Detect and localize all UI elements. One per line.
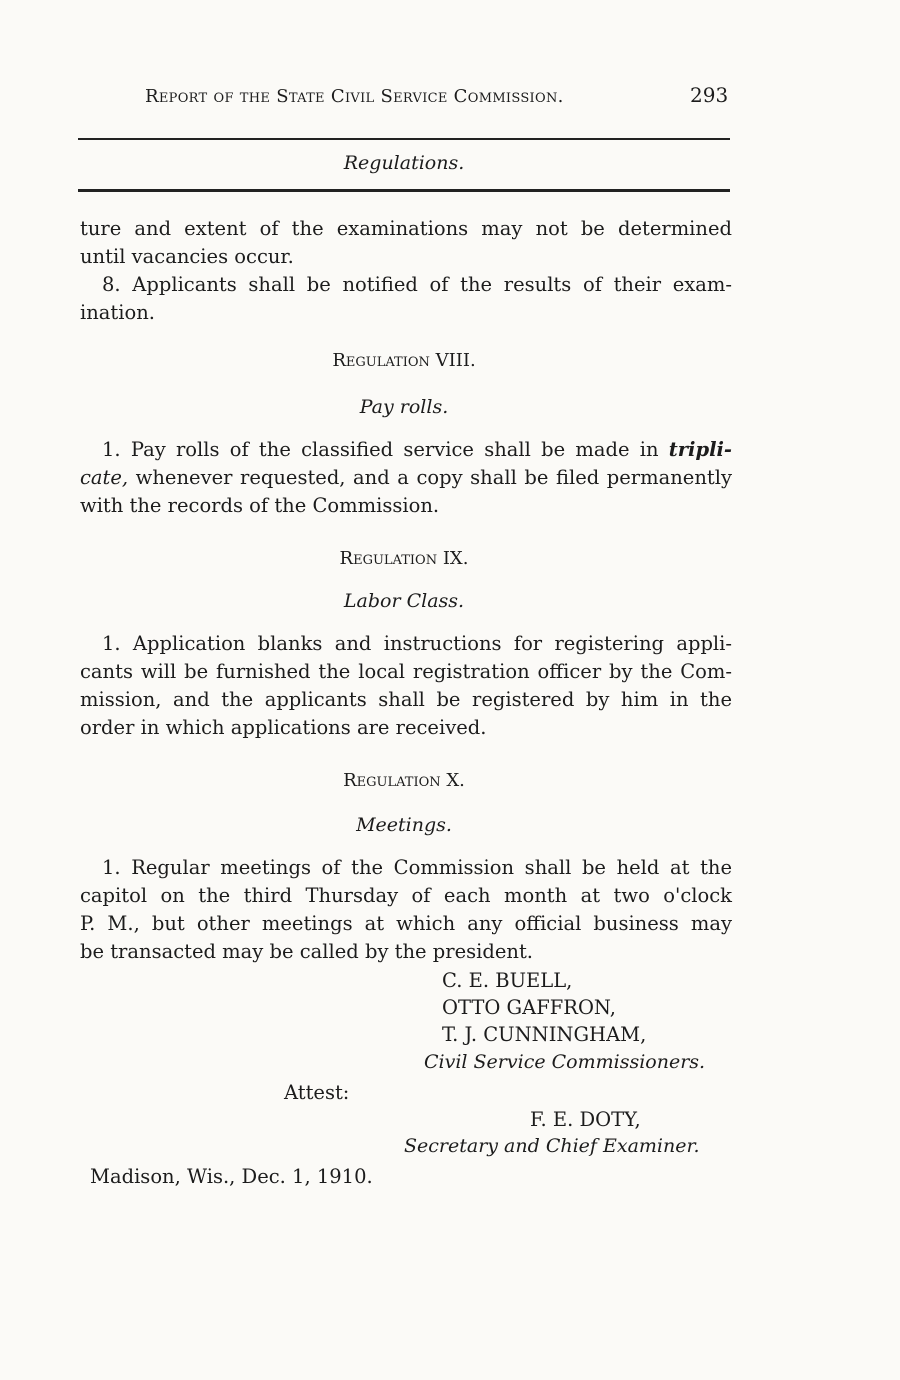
secretary-title: Secretary and Chief Examiner. (404, 1135, 700, 1157)
commissioner-name: OTTO GAFFRON, (442, 996, 616, 1019)
text-fragment: whenever requested, and a copy shall be filed permanently (128, 466, 732, 489)
commissioners-title: Civil Service Commissioners. (424, 1051, 706, 1073)
secretary-name: F. E. DOTY, (530, 1108, 641, 1131)
text-line: P. M., but other meetings at which any official business may (80, 912, 732, 935)
regulation-x-subtitle: Meetings. (356, 814, 452, 836)
regulation-numeral: IX. (442, 548, 469, 569)
regulation-ix-subtitle: Labor Class. (343, 590, 465, 612)
text-line: ination. (80, 301, 155, 324)
header-top-rule (78, 138, 730, 140)
text-line: capitol on the third Thursday of each month at two o'clock (80, 884, 732, 907)
text-line: order in which applications are received. (80, 716, 487, 739)
regulation-word: Regulation (332, 350, 430, 371)
regulation-viii-subtitle: Pay rolls. (359, 396, 449, 418)
regulation-numeral: X. (446, 770, 465, 791)
commissioner-name: C. E. BUELL, (442, 969, 573, 992)
attest-label: Attest: (284, 1081, 350, 1104)
text-line: 1. Regular meetings of the Commission shall be held at the (102, 856, 732, 879)
text-line: until vacancies occur. (80, 245, 294, 268)
regulation-word: Regulation (339, 548, 438, 569)
regulation-x-heading (78, 770, 730, 791)
text-line (80, 436, 732, 464)
text-line (80, 464, 732, 492)
emphasis-text: cate, (80, 466, 129, 489)
text-line: 8. Applicants shall be notified of the results of their exam- (102, 273, 732, 296)
text-line: 1. Application blanks and instructions for registering appli- (102, 632, 732, 655)
regulation-x-paragraph (80, 854, 732, 966)
regulation-viii-heading (78, 350, 730, 371)
emphasis-text: tripli- (668, 438, 732, 461)
regulation-ix-paragraph (80, 630, 732, 742)
page-number: 293 (690, 83, 729, 107)
text-fragment: 1. Pay rolls of the classified service shall be made in (102, 438, 669, 461)
text-line: mission, and the applicants shall be registered by him in the (80, 688, 732, 711)
text-line: ture and extent of the examinations may not be determined (80, 217, 732, 240)
text-line: be transacted may be called by the president. (80, 940, 534, 963)
text-line: with the records of the Commission. (80, 494, 440, 517)
regulation-numeral: VIII. (435, 350, 476, 371)
running-title: Report of the State Civil Service Commission. (145, 86, 564, 107)
header-bottom-rule (78, 189, 730, 192)
text-line: cants will be furnished the local registration officer by the Com- (80, 660, 732, 683)
commissioner-name: T. J. CUNNINGHAM, (442, 1023, 647, 1046)
section-label: Regulations. (343, 152, 465, 174)
regulation-ix-heading (78, 548, 730, 569)
place-and-date: Madison, Wis., Dec. 1, 1910. (90, 1165, 373, 1188)
continuation-paragraph (80, 215, 732, 271)
item-8-paragraph (80, 271, 732, 327)
regulation-viii-paragraph (80, 436, 732, 520)
regulation-word: Regulation (343, 770, 441, 791)
